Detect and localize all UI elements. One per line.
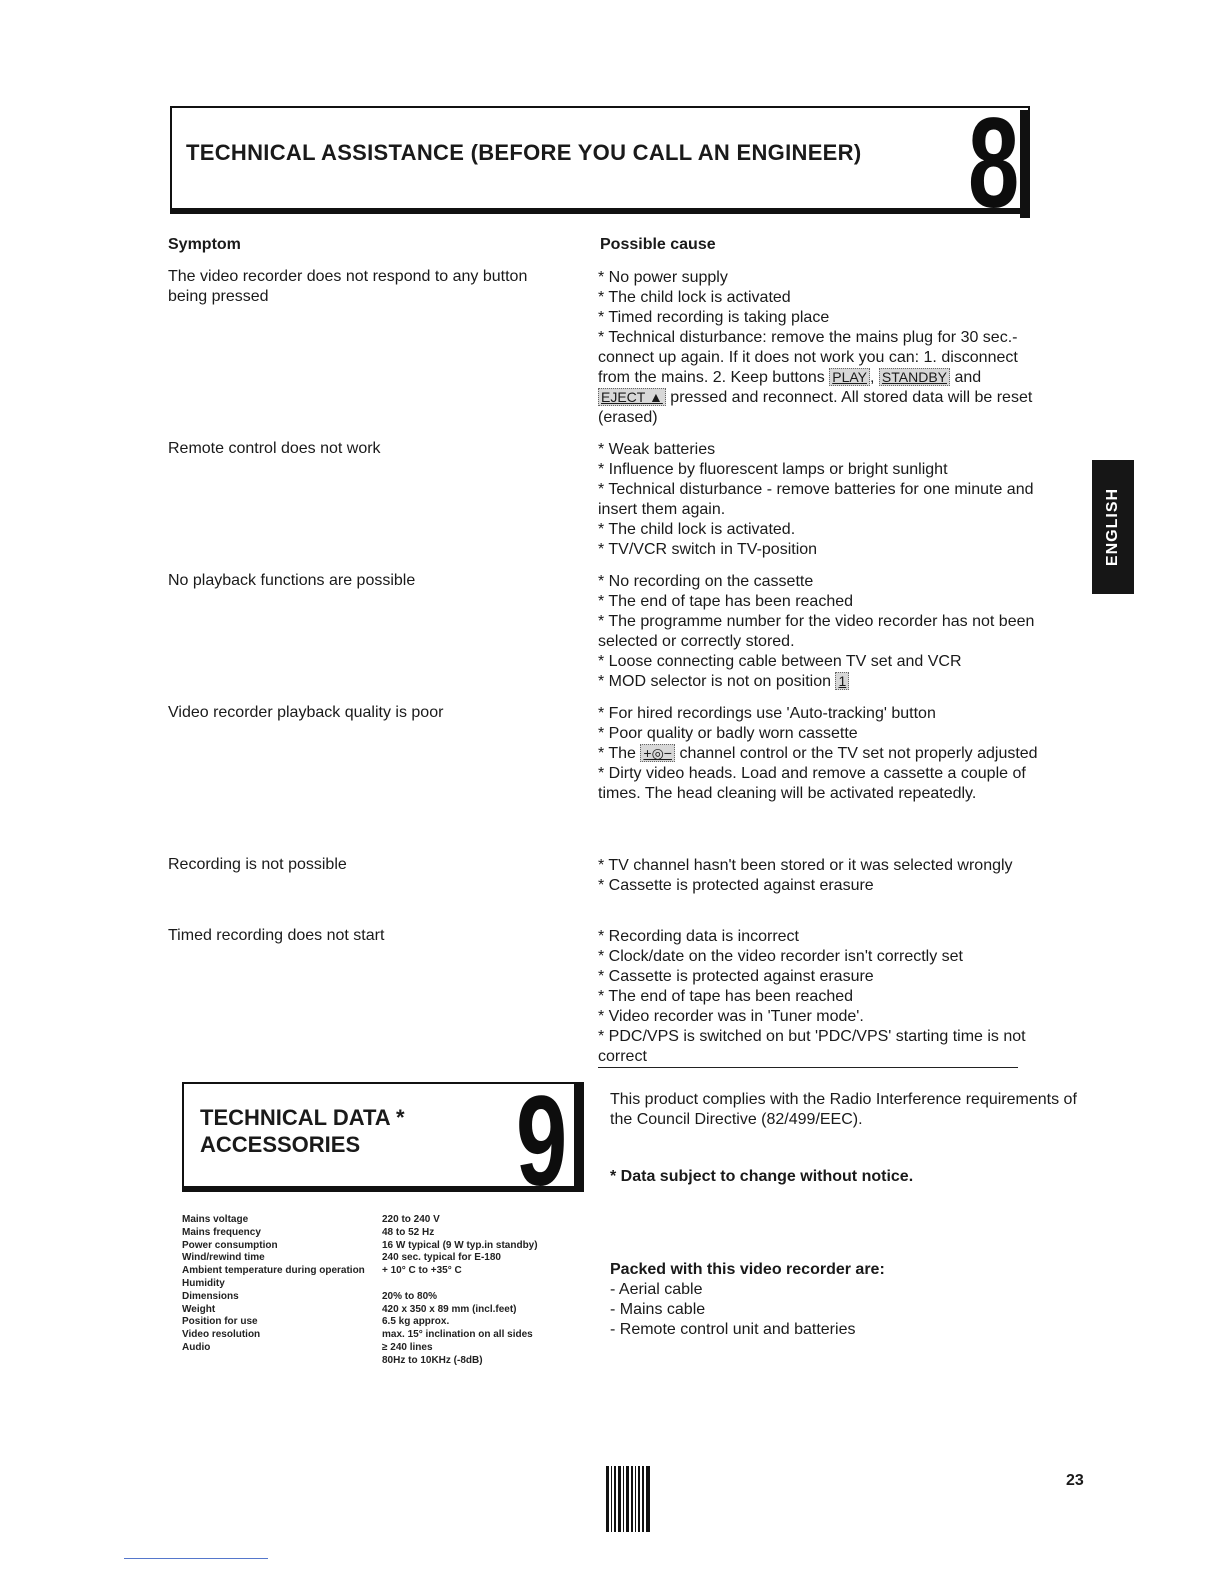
- symptom-no-response: The video recorder does not respond to any button being pressed: [168, 268, 528, 305]
- section-9-number: 9: [516, 1070, 568, 1213]
- play-button-symbol: PLAY: [829, 368, 870, 386]
- cause-item: * TV/VCR switch in TV-position: [598, 541, 818, 558]
- cause-column-heading: Possible cause: [600, 236, 716, 253]
- section-8-number: 8: [968, 92, 1020, 235]
- cause-item: * Loose connecting cable between TV set and VCR: [598, 653, 962, 670]
- cause-item: * For hired recordings use 'Auto-tracking' button: [598, 705, 936, 722]
- packed-item: - Aerial cable: [610, 1281, 703, 1298]
- cause-item: * Timed recording is taking place: [598, 309, 830, 326]
- spec-value: + 10° C to +35° C: [382, 1265, 462, 1277]
- cause-item: * No recording on the cassette: [598, 573, 814, 590]
- cause-item: * PDC/VPS is switched on but 'PDC/VPS' starting time is not correct: [598, 1028, 1026, 1065]
- cause-item: * No power supply: [598, 269, 728, 286]
- spec-label: Mains frequency: [182, 1226, 261, 1238]
- cause-item: * The end of tape has been reached: [598, 593, 854, 610]
- cause-item: * Weak batteries: [598, 441, 716, 458]
- cause-text: ,: [870, 369, 875, 386]
- spec-value: 420 x 350 x 89 mm (incl.feet): [382, 1303, 517, 1315]
- cause-text: * Technical disturbance: remove the mains plug for 30 sec.- connect up again. If it does not work you can: 1. disconnect from the mains. 2. Keep buttons: [598, 329, 1018, 386]
- cause-item-channel: [598, 744, 1038, 764]
- cause-item: * Poor quality or badly worn cassette: [598, 725, 858, 742]
- spec-labels: [182, 1214, 372, 1355]
- spec-label: Power consumption: [182, 1239, 278, 1251]
- spec-value: 80Hz to 10KHz (-8dB): [382, 1354, 483, 1366]
- language-tab-label: ENGLISH: [1104, 487, 1121, 567]
- spec-value: ≥ 240 lines: [382, 1341, 433, 1353]
- packed-heading: Packed with this video recorder are:: [610, 1261, 885, 1278]
- spec-label: Mains voltage: [182, 1214, 249, 1225]
- cause-item: * Cassette is protected against erasure: [598, 877, 874, 894]
- spec-label: Video resolution: [182, 1329, 261, 1341]
- eject-button-symbol: EJECT ▲: [598, 388, 666, 406]
- spec-values: [382, 1214, 582, 1368]
- page-number: 23: [1066, 1472, 1084, 1489]
- cause-text: pressed and reconnect. All stored data will be reset (erased): [598, 389, 1033, 426]
- scan-artifact-line: [124, 1558, 268, 1559]
- cause-item: * Influence by fluorescent lamps or bright sunlight: [598, 461, 948, 478]
- section-8-edge-bar: [1020, 110, 1030, 218]
- cause-item: * Recording data is incorrect: [598, 928, 799, 945]
- spec-label: Dimensions: [182, 1290, 239, 1302]
- cause-text: and: [954, 369, 982, 386]
- spec-value: 16 W typical (9 W typ.in standby): [382, 1239, 538, 1251]
- section-8-title: TECHNICAL ASSISTANCE (BEFORE YOU CALL AN ENGINEER): [186, 140, 862, 165]
- cause-text: * The: [598, 745, 636, 762]
- spec-value: max. 15° inclination on all sides: [382, 1329, 533, 1341]
- symptom-recording: Recording is not possible: [168, 856, 347, 873]
- packed-contents: [610, 1260, 1080, 1340]
- cause-item: * Cassette is protected against erasure: [598, 968, 874, 985]
- cause-item: * Technical disturbance - remove batteries for one minute and insert them again.: [598, 481, 1034, 518]
- spec-label: Ambient temperature during operation: [182, 1265, 365, 1277]
- cause-item: * The child lock is activated: [598, 289, 791, 306]
- packed-item: - Remote control unit and batteries: [610, 1321, 856, 1338]
- channel-control-symbol: +◎−: [640, 744, 675, 762]
- cause-item: * The programme number for the video recorder has not been selected or correctly stored.: [598, 613, 1035, 650]
- symptom-column-heading: Symptom: [168, 236, 241, 253]
- standby-button-symbol: STANDBY: [879, 368, 950, 386]
- compliance-statement: This product complies with the Radio Interference requirements of the Council Directive (82/499/EEC).: [610, 1091, 1077, 1128]
- cause-item: * TV channel hasn't been stored or it was selected wrongly: [598, 857, 1013, 874]
- symptom-timed-recording: Timed recording does not start: [168, 927, 385, 944]
- cause-text: * MOD selector is not on position: [598, 673, 831, 690]
- cause-item: * Video recorder was in 'Tuner mode'.: [598, 1008, 864, 1025]
- cause-item: * The end of tape has been reached: [598, 988, 854, 1005]
- section-9-edge-bar: [574, 1082, 584, 1192]
- spec-value: 6.5 kg approx.: [382, 1316, 450, 1328]
- barcode: [606, 1466, 650, 1532]
- cause-item-disturbance: [598, 328, 1038, 428]
- spec-value: 220 to 240 V: [382, 1214, 440, 1225]
- spec-value: 48 to 52 Hz: [382, 1226, 435, 1238]
- spec-value: 20% to 80%: [382, 1290, 438, 1302]
- change-notice: * Data subject to change without notice.: [610, 1168, 914, 1185]
- mod-position-symbol: 1: [835, 672, 849, 690]
- spec-label: Position for use: [182, 1316, 258, 1328]
- section-9-title: [200, 1104, 405, 1158]
- spec-label: Weight: [182, 1303, 216, 1315]
- symptom-remote: Remote control does not work: [168, 440, 381, 457]
- spec-label: Audio: [182, 1341, 211, 1353]
- symptom-playback-quality: Video recorder playback quality is poor: [168, 704, 444, 721]
- cause-list-no-response: [598, 268, 1038, 428]
- language-tab: [1092, 460, 1134, 594]
- cause-list-remote: [598, 440, 1038, 560]
- spec-value: 240 sec. typical for E-180: [382, 1252, 501, 1264]
- cause-list-playback-quality: [598, 704, 1038, 804]
- cause-item: * The child lock is activated.: [598, 521, 796, 538]
- cause-text: channel control or the TV set not properly adjusted: [679, 745, 1038, 762]
- section-end-rule: [598, 1067, 1018, 1068]
- spec-label: Wind/rewind time: [182, 1252, 265, 1264]
- packed-item: - Mains cable: [610, 1301, 706, 1318]
- section-9-title-line2: ACCESSORIES: [200, 1132, 361, 1157]
- cause-item: * Clock/date on the video recorder isn't correctly set: [598, 948, 963, 965]
- spec-label: Humidity: [182, 1277, 225, 1289]
- cause-list-recording: [598, 856, 1038, 896]
- symptom-no-playback: No playback functions are possible: [168, 572, 416, 589]
- section-9-title-line1: TECHNICAL DATA *: [200, 1105, 405, 1130]
- cause-item: * Dirty video heads. Load and remove a cassette a couple of times. The head cleaning will be activated repeatedly.: [598, 765, 1026, 802]
- cause-list-timed-recording: [598, 927, 1038, 1067]
- cause-item-mod: [598, 672, 1038, 692]
- cause-list-no-playback: [598, 572, 1038, 692]
